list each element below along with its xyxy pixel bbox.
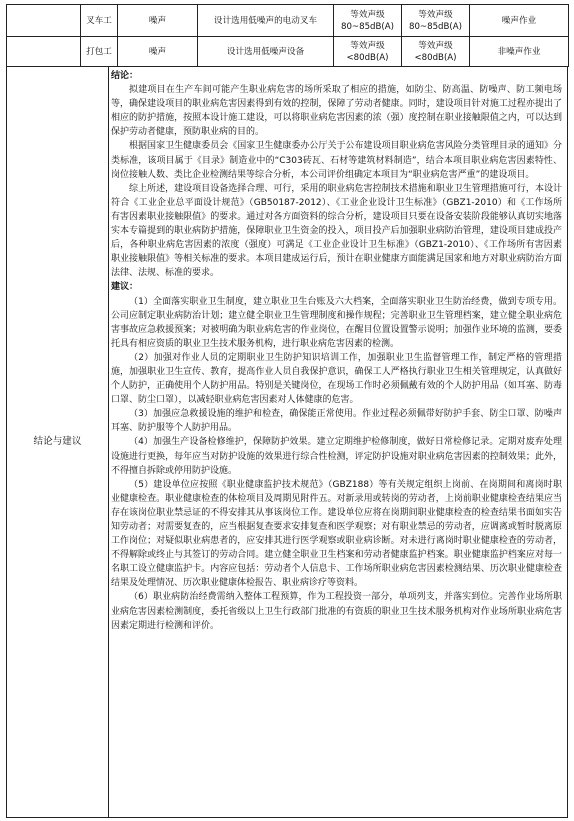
table-cell: 噪声 <box>118 5 198 37</box>
table-cell: 设计选用低噪声设备 <box>198 37 334 67</box>
table-cell: 噪声 <box>118 37 198 67</box>
table-cell: 叉车工 <box>81 5 118 37</box>
table-cell: 等效声级80~85dB(A) <box>402 5 470 37</box>
advice-item: （3）加强应急救援设施的维护和检查，确保能正常使用。作业过程必须佩带好防护手套、防尘口罩、防噪声耳塞、防护服等个人防护用品。 <box>111 409 562 434</box>
section-label: 结论与建议 <box>33 436 82 447</box>
table-cell: 等效声级<80dB(A) <box>402 37 470 67</box>
advice-item: （6）职业病防治经费需纳入整体工程预算，作为工程投资一部分，单项列支，并落实到位。完善作业场所职业病危害因素检测制度，委托省级以上卫生行政部门批准的有资质的职业卫生技术服务机构对作业场所职业病危害因素定期进行检测和评价。 <box>111 592 562 631</box>
advice-heading: 建议： <box>111 282 139 293</box>
conclusion-heading: 结论： <box>111 71 139 81</box>
table-cell: 噪声作业 <box>470 5 569 37</box>
advice-item: （2）加强对作业人员的定期职业卫生防护知识培训工作，加强职业卫生监督管理工作，制定严格的管理措施，加强职业卫生宣传、教育，提高作业人员自我保护意识，确保工人严格执行职业卫生相关管理规定，认真做好个人防护，正确使用个人防护用品。特别是关键岗位，在现场工作时必须佩戴有效的个人防护用品（如耳塞、防毒口罩、防尘口罩），以减轻职业病危害因素对人体健康的危害。 <box>111 352 562 406</box>
table-cell: 等效声级<80dB(A) <box>334 37 402 67</box>
table-cell: 打包工 <box>81 37 118 67</box>
advice-item: （5）建设单位应按照《职业健康监护技术规范》（GBZ188）等有关规定组织上岗前、在岗期间和离岗时职业健康检查。职业健康检查的体检项目及周期见附件五。对新录用或转岗的劳动者，上岗前职业健康检查结果应当存在该岗位职业禁忌证的不得安排其从事该岗位工作。建设单位应将在岗期间职业健康检查的检查结果书面如实告知劳动者；对需要复查的，应当根据复查要求安排复查和医学观察；对有职业禁忌的劳动者，应调离或暂时脱离原工作岗位；对疑似职业病患者的，应安排其进行医学观察或职业病诊断。对未进行离岗时职业健康检查的劳动者，不得解除或终止与其签订的劳动合同。建立健全职业卫生档案和劳动者健康监护档案。职业健康监护档案应对每一名职工设立健康监护卡。内容应包括：劳动者个人信息卡、工作场所职业病危害因素检测结果、历次职业健康检查结果及处理情况、历次职业健康体检报告、职业病诊疗等资料。 <box>111 479 562 589</box>
table-cell: 非噪声作业 <box>470 37 569 67</box>
table-cell: 等效声级80~85dB(A) <box>334 5 402 37</box>
advice-item: （1）全面落实职业卫生制度，建立职业卫生台账及六大档案，全面落实职业卫生防治经费，做到专项专用。公司应制定职业病防治计划；建立健全职业卫生管理制度和操作规程；完善职业卫生管理档案，建立健全职业病危害事故应急救援预案；对被明确为职业病危害的作业岗位，在醒目位置设置警示说明；加强作业环境的监测，要委托具有相应资质的职业卫生技术服务机构，进行职业病危害因素的检测。 <box>111 296 562 349</box>
table-cell: 设计选用低噪声的电动叉车 <box>198 5 334 37</box>
table-row <box>7 37 569 67</box>
conclusion-section <box>6 66 568 818</box>
table-row <box>7 5 569 37</box>
paragraph: 综上所述，建设项目设备选择合理、可行，采用的职业病危害控制技术措施和职业卫生管理措施可行，本设计符合《工业企业总平面设计规范》（GB50187-2012）、《工业企业设计卫生标准》（GBZ1-2010）和《工作场所有害因素职业接触限值》的要求。通过对各方面资料的综合分析，建设项目只要在设备安装阶段能够认真切实地落实本专篇提到的职业病防护措施，保障职业卫生资金的投入，项目投产后加强职业病防治管理，建设项目建成投产后，各种职业病危害因素的浓度（强度）可满足《工业企业设计卫生标准》（GBZ1-2010）、《工作场所有害因素职业接触限值》等相关标准的要求。本项目建成运行后，预计在职业健康方面能满足国家和地方对职业病防治方面法律、法规、标准的要求。 <box>111 183 562 279</box>
section-label-cell <box>7 66 109 817</box>
table-cell <box>7 5 81 37</box>
paragraph: 拟建项目在生产车间可能产生职业病危害的场所采取了相应的措施，如防尘、防高温、防噪声、防工频电场等，确保建设项目的职业病危害因素得到有效的控制，保障了劳动者健康。同时，建设项目针对施工过程亦提出了相应的防护措施，按照本设计施工建设，可以将职业病危害因素的浓（强）度控制在职业接触限值之内，可以达到保护劳动者健康，预防职业病的目的。 <box>111 85 562 138</box>
conclusion-body <box>111 69 562 633</box>
hazard-table <box>6 4 569 67</box>
paragraph: 根据国家卫生健康委员会《国家卫生健康委办公厅关于公布建设项目职业病危害风险分类管理目录的通知》分类标准，该项目属于《目录》制造业中的“C303砖瓦、石材等建筑材料制造”，结合本项目职业病危害因素特性、岗位接触人数、类比企业检测结果等综合分析，本公司评价组确定本项目为“职业病危害严重”的建设项目。 <box>111 141 562 180</box>
table-cell <box>7 37 81 67</box>
advice-item: （4）加强生产设备检修维护，保障防护效果。建立定期维护检修制度，做好日常检修记录。定期对废弃处理设施进行更换，每年应当对防护设施的效果进行综合性检测，评定防护设施对职业病危害因素的控制效果；此外，不得擅自拆除或停用防护设施。 <box>111 437 562 476</box>
